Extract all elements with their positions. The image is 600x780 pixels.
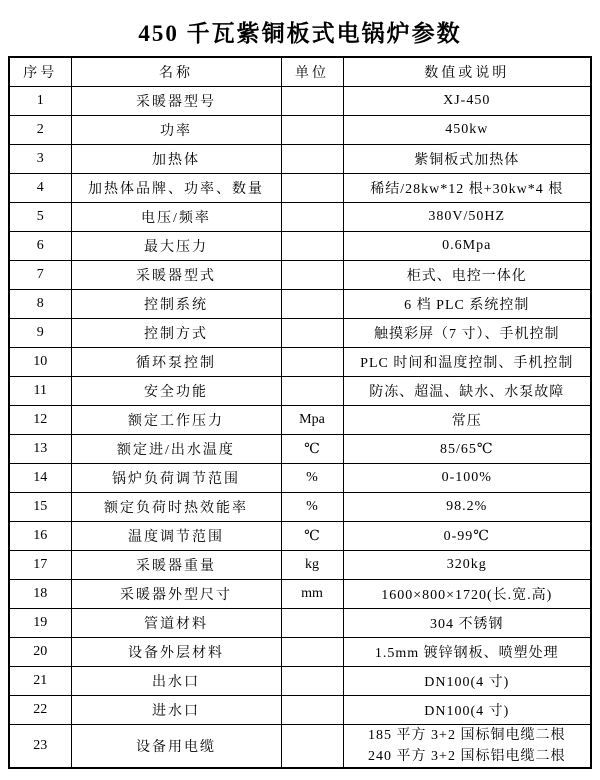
row-name: 进水口 xyxy=(71,696,281,725)
row-number: 16 xyxy=(9,522,71,551)
row-name: 额定进/出水温度 xyxy=(71,435,281,464)
row-unit xyxy=(281,377,343,406)
row-unit: ℃ xyxy=(281,435,343,464)
table-row xyxy=(9,667,591,696)
row-unit xyxy=(281,290,343,319)
spec-table xyxy=(8,56,592,769)
row-number: 15 xyxy=(9,493,71,522)
row-unit: ℃ xyxy=(281,522,343,551)
table-row xyxy=(9,377,591,406)
row-unit: Mpa xyxy=(281,406,343,435)
table-row xyxy=(9,580,591,609)
row-number: 17 xyxy=(9,551,71,580)
row-unit xyxy=(281,232,343,261)
row-value-line: 185 平方 3+2 国标铜电缆二根 xyxy=(368,728,566,743)
column-header-value: 数值或说明 xyxy=(343,57,591,87)
row-name: 额定工作压力 xyxy=(71,406,281,435)
row-unit xyxy=(281,725,343,769)
row-name: 温度调节范围 xyxy=(71,522,281,551)
row-number: 8 xyxy=(9,290,71,319)
row-name: 采暖器外型尺寸 xyxy=(71,580,281,609)
row-value: 450kw xyxy=(343,116,591,145)
row-number: 12 xyxy=(9,406,71,435)
row-name: 采暖器型号 xyxy=(71,87,281,116)
row-value: XJ-450 xyxy=(343,87,591,116)
row-value: 0-100% xyxy=(343,464,591,493)
table-row xyxy=(9,725,591,769)
row-value: 6 档 PLC 系统控制 xyxy=(343,290,591,319)
row-value: 触摸彩屏（7 寸）、手机控制 xyxy=(343,319,591,348)
table-header-row xyxy=(9,57,591,87)
row-number: 22 xyxy=(9,696,71,725)
table-row xyxy=(9,609,591,638)
row-value-line: 240 平方 3+2 国标铝电缆二根 xyxy=(368,749,566,764)
row-name: 最大压力 xyxy=(71,232,281,261)
row-number: 14 xyxy=(9,464,71,493)
row-name: 控制系统 xyxy=(71,290,281,319)
row-name: 电压/频率 xyxy=(71,203,281,232)
row-number: 23 xyxy=(9,725,71,769)
table-row xyxy=(9,696,591,725)
row-value: 柜式、电控一体化 xyxy=(343,261,591,290)
table-row xyxy=(9,261,591,290)
row-unit xyxy=(281,145,343,174)
table-row xyxy=(9,87,591,116)
row-name: 循环泵控制 xyxy=(71,348,281,377)
row-unit xyxy=(281,609,343,638)
table-body xyxy=(9,87,591,769)
table-row xyxy=(9,232,591,261)
row-value: 防冻、超温、缺水、水泵故障 xyxy=(343,377,591,406)
row-value: 稀结/28kw*12 根+30kw*4 根 xyxy=(343,174,591,203)
row-unit xyxy=(281,261,343,290)
table-row xyxy=(9,203,591,232)
row-unit xyxy=(281,348,343,377)
table-row xyxy=(9,145,591,174)
row-value: 常压 xyxy=(343,406,591,435)
row-unit: % xyxy=(281,493,343,522)
row-number: 20 xyxy=(9,638,71,667)
table-row xyxy=(9,638,591,667)
row-unit xyxy=(281,203,343,232)
row-number: 11 xyxy=(9,377,71,406)
row-number: 5 xyxy=(9,203,71,232)
row-name: 控制方式 xyxy=(71,319,281,348)
row-unit: mm xyxy=(281,580,343,609)
row-unit xyxy=(281,638,343,667)
table-row xyxy=(9,551,591,580)
row-value xyxy=(343,725,591,769)
row-name: 功率 xyxy=(71,116,281,145)
row-unit xyxy=(281,116,343,145)
row-number: 10 xyxy=(9,348,71,377)
row-value: DN100(4 寸) xyxy=(343,667,591,696)
row-name: 安全功能 xyxy=(71,377,281,406)
page-title: 450 千瓦紫铜板式电锅炉参数 xyxy=(138,21,462,46)
row-name: 采暖器型式 xyxy=(71,261,281,290)
row-name: 设备用电缆 xyxy=(71,725,281,769)
row-value: DN100(4 寸) xyxy=(343,696,591,725)
row-unit xyxy=(281,87,343,116)
row-number: 3 xyxy=(9,145,71,174)
row-name: 管道材料 xyxy=(71,609,281,638)
row-name: 加热体 xyxy=(71,145,281,174)
row-unit: % xyxy=(281,464,343,493)
row-value: 98.2% xyxy=(343,493,591,522)
row-unit xyxy=(281,696,343,725)
row-unit xyxy=(281,174,343,203)
row-value: 0.6Mpa xyxy=(343,232,591,261)
row-unit xyxy=(281,319,343,348)
row-value: 1.5mm 镀锌钢板、喷塑处理 xyxy=(343,638,591,667)
column-header-unit: 单位 xyxy=(281,57,343,87)
table-row xyxy=(9,348,591,377)
row-value: 紫铜板式加热体 xyxy=(343,145,591,174)
row-value: 85/65℃ xyxy=(343,435,591,464)
row-number: 6 xyxy=(9,232,71,261)
row-number: 2 xyxy=(9,116,71,145)
table-row xyxy=(9,174,591,203)
row-number: 19 xyxy=(9,609,71,638)
row-name: 设备外层材料 xyxy=(71,638,281,667)
table-row xyxy=(9,406,591,435)
row-value: 0-99℃ xyxy=(343,522,591,551)
row-unit xyxy=(281,667,343,696)
table-row xyxy=(9,435,591,464)
row-name: 锅炉负荷调节范围 xyxy=(71,464,281,493)
row-number: 7 xyxy=(9,261,71,290)
column-header-name: 名称 xyxy=(71,57,281,87)
row-value: 1600×800×1720(长.宽.高) xyxy=(343,580,591,609)
table-row xyxy=(9,116,591,145)
row-number: 4 xyxy=(9,174,71,203)
row-value: 304 不锈钢 xyxy=(343,609,591,638)
row-value: 380V/50HZ xyxy=(343,203,591,232)
row-value: 320kg xyxy=(343,551,591,580)
row-name: 采暖器重量 xyxy=(71,551,281,580)
row-number: 1 xyxy=(9,87,71,116)
row-number: 9 xyxy=(9,319,71,348)
table-row xyxy=(9,290,591,319)
table-row xyxy=(9,522,591,551)
row-name: 加热体品牌、功率、数量 xyxy=(71,174,281,203)
table-row xyxy=(9,319,591,348)
row-name: 额定负荷时热效能率 xyxy=(71,493,281,522)
row-number: 21 xyxy=(9,667,71,696)
column-header-no: 序号 xyxy=(9,57,71,87)
row-unit: kg xyxy=(281,551,343,580)
table-row xyxy=(9,464,591,493)
row-number: 18 xyxy=(9,580,71,609)
row-value: PLC 时间和温度控制、手机控制 xyxy=(343,348,591,377)
table-row xyxy=(9,493,591,522)
row-number: 13 xyxy=(9,435,71,464)
row-name: 出水口 xyxy=(71,667,281,696)
